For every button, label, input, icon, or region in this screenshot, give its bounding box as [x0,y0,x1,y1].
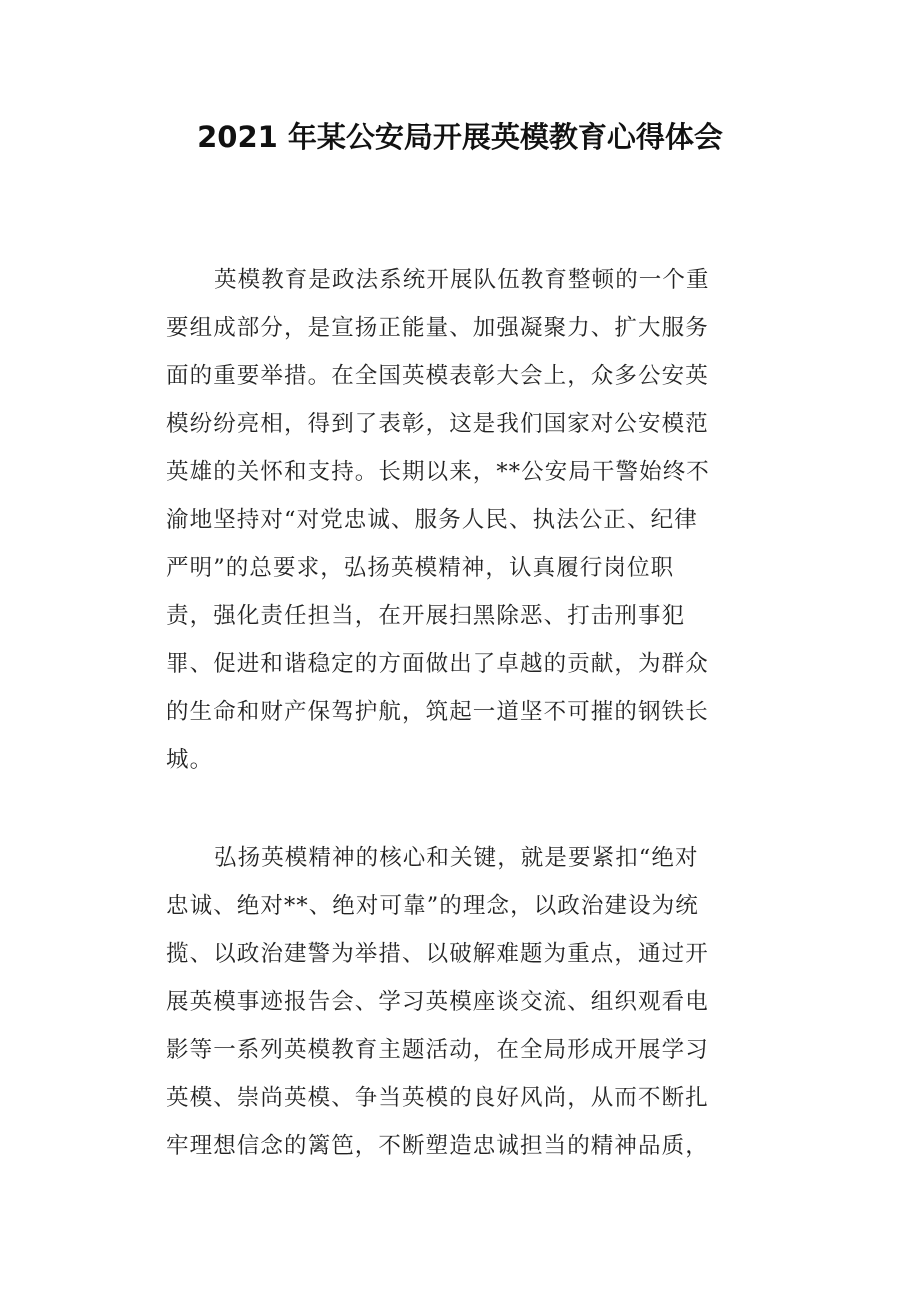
paragraph-line: 英雄的关怀和支持。长期以来，**公安局干警始终不 [166,459,710,485]
paragraph-line: 牢理想信念的篱笆，不断塑造忠诚担当的精神品质， [166,1133,709,1159]
paragraph-line: 英模教育是政法系统开展队伍教育整顿的一个重 [214,267,710,293]
paragraph-line: 影等一系列英模教育主题活动，在全局形成开展学习 [166,1037,709,1063]
paragraph-line: 渝地坚持对“对党忠诚、服务人民、执法公正、纪律 [166,507,698,533]
paragraph-line: 弘扬英模精神的核心和关键，就是要紧扣“绝对 [214,845,699,871]
paragraph-line: 城。 [166,747,214,773]
paragraph-line: 要组成部分，是宣扬正能量、加强凝聚力、扩大服务 [166,315,709,341]
paragraph-line: 面的重要举措。在全国英模表彰大会上，众多公安英 [166,363,709,389]
paragraph-line: 责，强化责任担当，在开展扫黑除恶、打击刑事犯 [166,603,686,629]
document-title: 2021 年某公安局开展英模教育心得体会 [197,120,723,154]
paragraph-line: 的生命和财产保驾护航，筑起一道坚不可摧的钢铁长 [166,699,709,725]
paragraph-2 [166,834,736,1170]
paragraph-line: 罪、促进和谐稳定的方面做出了卓越的贡献，为群众 [166,651,709,677]
paragraph-line: 展英模事迹报告会、学习英模座谈交流、组织观看电 [166,989,709,1015]
paragraph-line: 揽、以政治建警为举措、以破解难题为重点，通过开 [166,941,709,967]
paragraph-line: 模纷纷亮相，得到了表彰，这是我们国家对公安模范 [166,411,709,437]
paragraph-line: 严明”的总要求，弘扬英模精神，认真履行岗位职 [166,555,675,581]
paragraph-line: 英模、崇尚英模、争当英模的良好风尚，从而不断扎 [166,1085,709,1111]
paragraph-line: 忠诚、绝对**、绝对可靠”的理念，以政治建设为统 [166,893,699,919]
paragraph-1 [166,256,736,784]
